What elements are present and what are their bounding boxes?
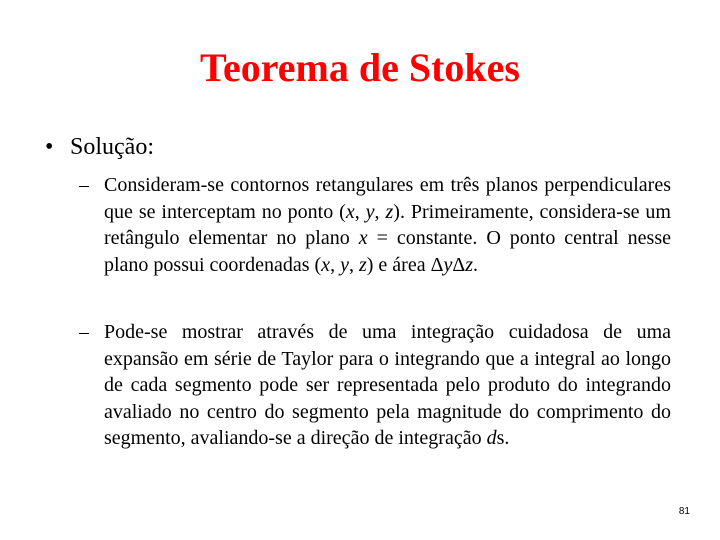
text-run: ) e área [366, 253, 431, 276]
math-var: x [358, 227, 368, 249]
math-var: y [443, 253, 453, 276]
subbullet-contours [79, 172, 671, 278]
text-run: , [354, 200, 366, 223]
delta-symbol: Δ [430, 253, 444, 276]
math-var: y [365, 200, 375, 223]
main-bullet [45, 132, 154, 162]
subbullet-taylor [79, 319, 671, 452]
dash-symbol: – [79, 321, 89, 343]
text-run: , [374, 200, 386, 223]
math-var: z [358, 253, 367, 276]
subbullet-text [104, 319, 671, 452]
text-run: . [473, 253, 479, 276]
math-var: z [385, 200, 394, 223]
bullet-symbol: • [45, 134, 54, 160]
bullet-label: Solução: [70, 134, 154, 160]
math-var: d [486, 427, 497, 449]
dash-symbol: – [79, 174, 89, 196]
math-var: x [321, 253, 331, 276]
math-var: x [345, 200, 355, 223]
slide-title: Teorema de Stokes [200, 45, 520, 90]
subbullet-text [104, 172, 671, 278]
math-var: y [340, 253, 349, 276]
text-run: s. [496, 427, 510, 449]
text-run: Consideram-se contornos retangulares em três planos perpendiculares que se interceptam no ponto ( [104, 174, 671, 223]
text-run: ). Primeiramente, considera-se um retângulo elementar no plano [104, 200, 671, 249]
text-run: , [348, 253, 359, 276]
text-run: = constante. O ponto central nesse plano possui coordenadas ( [104, 227, 671, 276]
math-var: z [465, 253, 474, 276]
page-number: 81 [678, 506, 690, 517]
text-run: Pode-se mostrar através de uma integração cuidadosa de uma expansão em série de Taylor para o integrando que a integral ao longo de cada segmento pode ser representada pelo produto do integrando avaliado no centro do segmento pela magnitude do comprimento do segmento, avaliando-se a direção de integração [104, 321, 671, 449]
delta-symbol: Δ [452, 253, 466, 276]
text-run: , [330, 253, 341, 276]
